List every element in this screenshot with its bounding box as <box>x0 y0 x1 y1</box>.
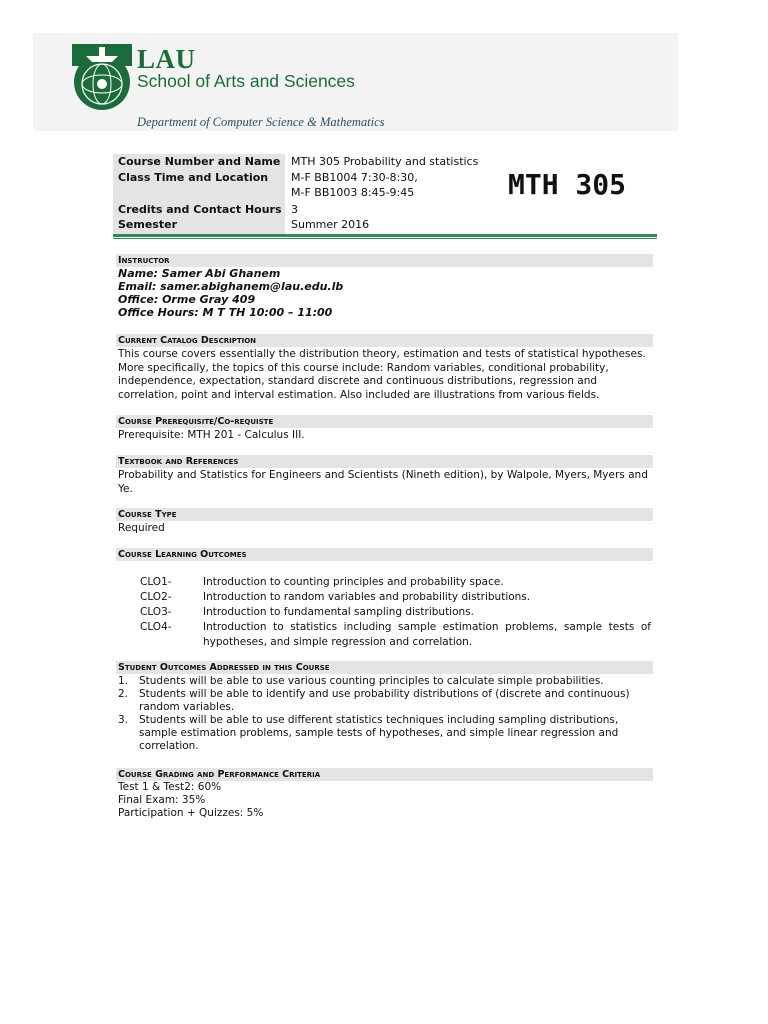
divider <box>113 234 657 237</box>
instructor-name: Name: Samer Abi Ghanem <box>118 267 281 280</box>
grading-line: Final Exam: 35% <box>118 794 206 806</box>
instructor-hours: Office Hours: M T TH 10:00 – 11:00 <box>118 306 333 319</box>
outcome-number: 2. <box>118 688 129 700</box>
outcome-text: Students will be able to use different statistics techniques including sampling distributions, sample estimation problems, sample tests of hypotheses, and simple linear regression and correlation. <box>139 714 619 752</box>
section-title: Course Grading and Performance Criteria <box>118 769 321 780</box>
instructor-email: Email: samer.abighanem@lau.edu.lb <box>118 280 344 293</box>
clo-code: CLO4- <box>140 621 172 633</box>
outcome-number: 3. <box>118 714 129 726</box>
catalog-description: This course covers essentially the distribution theory, estimation and tests of statistical hypotheses. More specifically, the topics of this course include: Random variables, conditional probability, independence, expectation, standard discrete and continuous distributions, regression and correlation, point and interval estimation. Also included are illustrations from various fields. <box>118 348 646 401</box>
info-label: Course Number and Name <box>118 155 281 168</box>
info-value: MTH 305 Probability and statistics <box>291 155 479 168</box>
outcome-text: Students will be able to identify and use probability distributions of (discrete and continuous) random variables. <box>139 688 630 713</box>
clo-text: Introduction to statistics including sample estimation problems, sample tests of hypotheses, and simple regression and correlation. <box>203 621 651 648</box>
section-title: Instructor <box>118 255 170 266</box>
grading-line: Test 1 & Test2: 60% <box>118 781 222 793</box>
info-label: Semester <box>118 218 177 231</box>
clo-text: Introduction to fundamental sampling distributions. <box>203 606 474 618</box>
lau-logo-icon <box>72 44 132 112</box>
section-bar <box>116 508 653 521</box>
outcome-number: 1. <box>118 675 129 687</box>
section-title: Textbook and References <box>118 456 239 467</box>
info-value: M-F BB1004 7:30-8:30, <box>291 171 418 184</box>
info-value: 3 <box>291 203 298 216</box>
clo-text: Introduction to random variables and probability distributions. <box>203 591 531 603</box>
grading-line: Participation + Quizzes: 5% <box>118 807 264 819</box>
info-value: Summer 2016 <box>291 218 370 231</box>
section-bar <box>116 254 653 267</box>
section-title: Course Type <box>118 509 177 520</box>
section-title: Student Outcomes Addressed in this Course <box>118 662 330 673</box>
clo-code: CLO2- <box>140 591 172 603</box>
section-title: Current Catalog Description <box>118 335 257 346</box>
textbook-text: Probability and Statistics for Engineers and Scientists (Nineth edition), by Walpole, Myers, Myers and Ye. <box>118 469 648 495</box>
section-title: Course Prerequisite/Co-requiste <box>118 416 274 427</box>
info-label: Credits and Contact Hours <box>118 203 282 216</box>
info-value: M-F BB1003 8:45-9:45 <box>291 186 415 199</box>
clo-code: CLO1- <box>140 576 172 588</box>
info-label: Class Time and Location <box>118 171 269 184</box>
department-name: Department of Computer Science & Mathematics <box>137 115 385 129</box>
section-title: Course Learning Outcomes <box>118 549 247 560</box>
prerequisite-text: Prerequisite: MTH 201 - Calculus III. <box>118 429 305 441</box>
instructor-office: Office: Orme Gray 409 <box>118 293 256 306</box>
school-name: School of Arts and Sciences <box>137 71 355 91</box>
clo-text: Introduction to counting principles and probability space. <box>203 576 504 588</box>
outcome-text: Students will be able to use various counting principles to calculate simple probabilities. <box>139 675 604 687</box>
org-name: LAU <box>137 44 196 74</box>
course-code: MTH 305 <box>508 168 627 201</box>
divider <box>113 238 657 239</box>
clo-code: CLO3- <box>140 606 172 618</box>
course-type-text: Required <box>118 522 165 534</box>
